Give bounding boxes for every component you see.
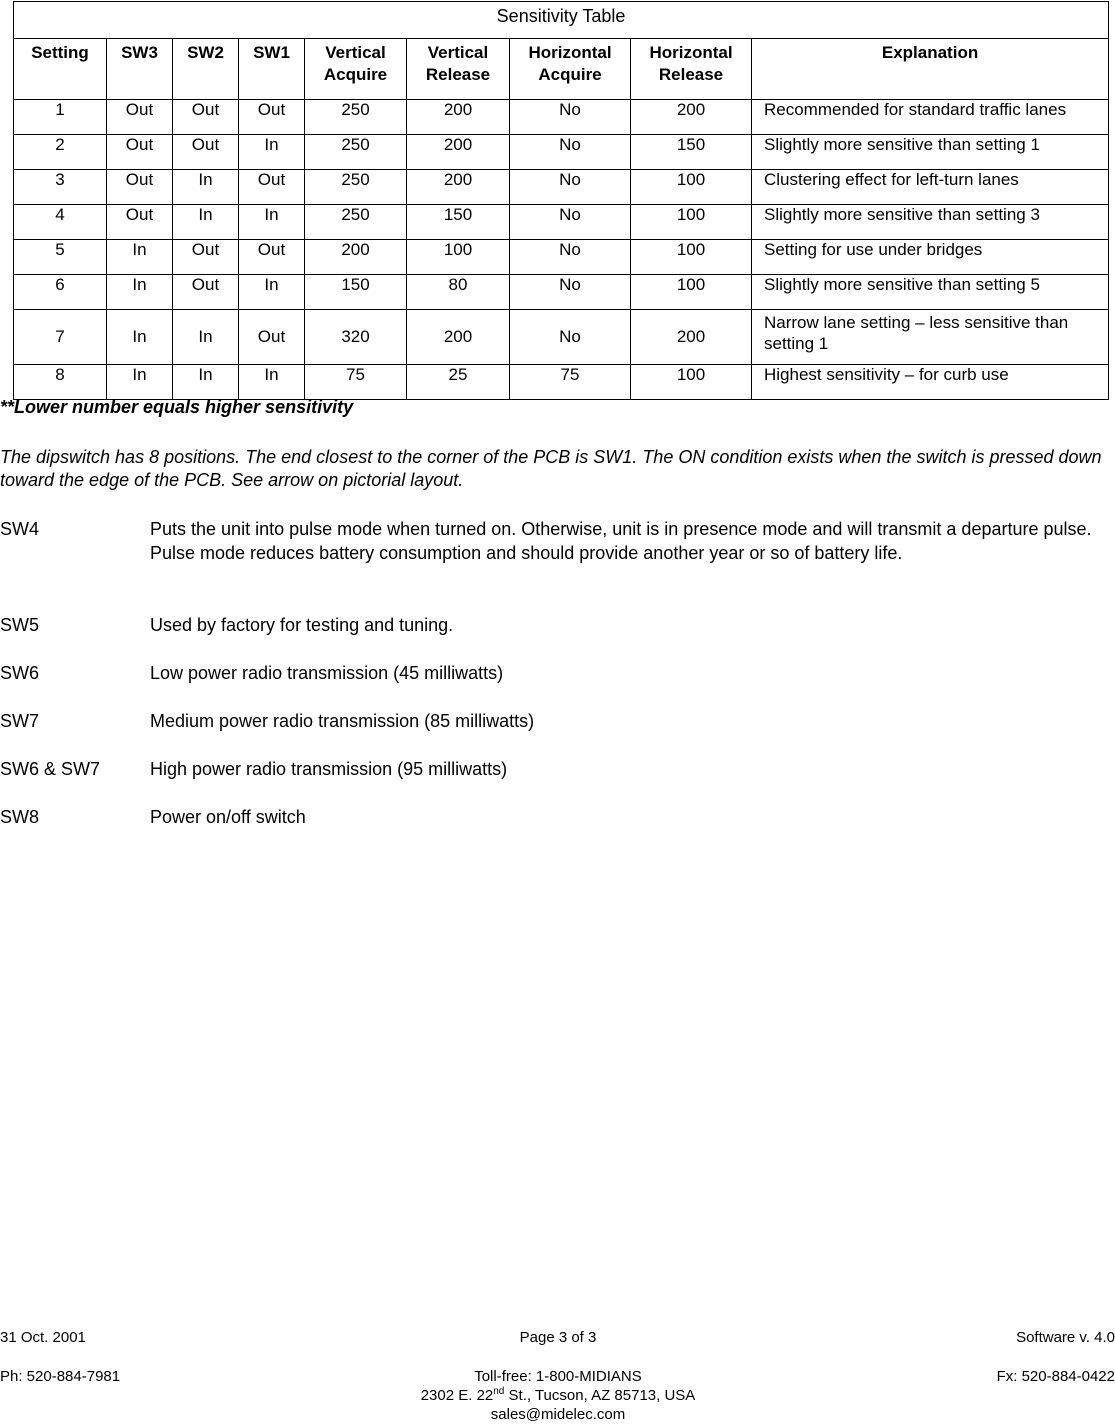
table-cell: 25 (407, 365, 510, 400)
switch-description: Power on/off switch (150, 807, 306, 827)
table-cell: In (239, 205, 305, 240)
column-header (239, 39, 305, 100)
table-cell: No (510, 135, 631, 170)
table-row (14, 170, 1109, 205)
column-header-line: SW2 (187, 43, 224, 62)
table-cell: No (510, 170, 631, 205)
column-header (631, 39, 752, 100)
table-row (14, 240, 1109, 275)
table-cell: In (173, 310, 239, 365)
table-cell: 100 (631, 275, 752, 310)
switch-label: SW8 (0, 807, 40, 827)
table-cell: Out (173, 100, 239, 135)
table-cell: 200 (407, 170, 510, 205)
table-cell: 75 (305, 365, 407, 400)
table-cell: Out (239, 170, 305, 205)
switch-label: SW5 (0, 615, 40, 635)
table-cell: 100 (631, 365, 752, 400)
table-cell: In (239, 365, 305, 400)
explanation-cell: Recommended for standard traffic lanes (752, 100, 1109, 135)
column-header-line: Explanation (881, 43, 979, 62)
table-cell: No (510, 100, 631, 135)
table-cell: 150 (305, 275, 407, 310)
table-cell: 6 (14, 275, 107, 310)
table-cell: No (510, 205, 631, 240)
switch-label: SW6 (0, 663, 40, 683)
table-cell: In (173, 205, 239, 240)
table-cell: In (239, 135, 305, 170)
table-cell: 150 (407, 205, 510, 240)
table-cell: 200 (631, 310, 752, 365)
column-header (752, 39, 1109, 100)
sensitivity-table (13, 1, 1109, 400)
footer-email: sales@midelec.com (490, 1406, 626, 1423)
table-cell: Out (173, 240, 239, 275)
table-header-row (14, 39, 1109, 100)
explanation-cell: Highest sensitivity – for curb use (752, 365, 1109, 400)
table-cell: 100 (631, 170, 752, 205)
table-cell: Out (239, 310, 305, 365)
table-cell: 150 (631, 135, 752, 170)
table-cell: Out (173, 275, 239, 310)
column-header-line: Vertical (325, 43, 386, 62)
table-cell: In (239, 275, 305, 310)
column-header (173, 39, 239, 100)
table-cell: 2 (14, 135, 107, 170)
column-header-line: Vertical (427, 43, 489, 62)
address-suffix: nd (493, 1386, 505, 1397)
switch-label: SW4 (0, 519, 40, 539)
footer-page: Page 3 of 3 (519, 1329, 597, 1346)
column-header-line: Acquire (323, 65, 388, 84)
column-header-line: Horizontal (528, 43, 612, 62)
table-cell: Out (107, 205, 173, 240)
table-cell: 5 (14, 240, 107, 275)
column-header-line: SW1 (253, 43, 290, 62)
explanation-cell: Slightly more sensitive than setting 5 (752, 275, 1109, 310)
table-cell: In (107, 365, 173, 400)
explanation-cell: Slightly more sensitive than setting 1 (752, 135, 1109, 170)
footer-fax: Fx: 520-884-0422 (996, 1368, 1115, 1385)
explanation-cell: Slightly more sensitive than setting 3 (752, 205, 1109, 240)
switch-description: Used by factory for testing and tuning. (150, 615, 454, 635)
table-cell: 250 (305, 100, 407, 135)
table-cell: 250 (305, 135, 407, 170)
switch-label: SW6 & SW7 (0, 759, 101, 779)
table-cell: Out (107, 170, 173, 205)
switch-description: High power radio transmission (95 milliwatts) (150, 759, 508, 779)
table-cell: 200 (631, 100, 752, 135)
explanation-cell: Narrow lane setting – less sensitive than setting 1 (752, 310, 1109, 365)
column-header (305, 39, 407, 100)
sensitivity-note: **Lower number equals higher sensitivity (0, 397, 354, 417)
switch-description: Low power radio transmission (45 milliwatts) (150, 663, 504, 683)
table-cell: 100 (407, 240, 510, 275)
table-cell: 100 (631, 240, 752, 275)
column-header-line: Release (658, 65, 724, 84)
column-header (407, 39, 510, 100)
table-row (14, 100, 1109, 135)
table-cell: 200 (407, 100, 510, 135)
table-cell: No (510, 310, 631, 365)
column-header-line: Acquire (538, 65, 602, 84)
switch-description: Puts the unit into pulse mode when turned on. Otherwise, unit is in presence mode and will transmit a departure pulse. Pulse mode reduces battery consumption and should provide another year or so of battery life. (150, 519, 1092, 563)
table-title: Sensitivity Table (14, 2, 1109, 39)
footer-date: 31 Oct. 2001 (0, 1329, 86, 1346)
table-cell: 8 (14, 365, 107, 400)
footer-software: Software v. 4.0 (1016, 1329, 1115, 1346)
address-street: 2302 E. 22 (420, 1387, 494, 1404)
table-cell: 250 (305, 205, 407, 240)
column-header-line: Horizontal (649, 43, 733, 62)
table-row (14, 365, 1109, 400)
dipswitch-paragraph: The dipswitch has 8 positions. The end closest to the corner of the PCB is SW1. The ON condition exists when the switch is pressed down toward the edge of the PCB. See arrow on pictorial layout. (0, 447, 1102, 490)
column-header (510, 39, 631, 100)
table-cell: 100 (631, 205, 752, 240)
explanation-cell: Clustering effect for left-turn lanes (752, 170, 1109, 205)
footer-phone: Ph: 520-884-7981 (0, 1368, 121, 1385)
table-cell: In (173, 365, 239, 400)
explanation-cell: Setting for use under bridges (752, 240, 1109, 275)
table-cell: 1 (14, 100, 107, 135)
table-cell: Out (173, 135, 239, 170)
table-cell: 75 (510, 365, 631, 400)
table-cell: No (510, 275, 631, 310)
address-city: St., Tucson, AZ 85713, USA (504, 1387, 696, 1404)
table-row (14, 205, 1109, 240)
table-cell: Out (107, 100, 173, 135)
footer-tollfree: Toll-free: 1-800-MIDIANS (474, 1368, 642, 1385)
column-header-line: Release (425, 65, 491, 84)
table-cell: 80 (407, 275, 510, 310)
table-cell: 250 (305, 170, 407, 205)
table-cell: 200 (305, 240, 407, 275)
table-cell: 320 (305, 310, 407, 365)
table-row (14, 310, 1109, 365)
table-cell: In (107, 310, 173, 365)
table-body (14, 100, 1109, 400)
table-cell: 200 (407, 310, 510, 365)
table-row (14, 135, 1109, 170)
switch-label: SW7 (0, 711, 40, 731)
table-cell: Out (239, 240, 305, 275)
table-cell: 3 (14, 170, 107, 205)
table-cell: Out (239, 100, 305, 135)
column-header (107, 39, 173, 100)
table-cell: Out (107, 135, 173, 170)
switch-description: Medium power radio transmission (85 milliwatts) (150, 711, 535, 731)
table-cell: 4 (14, 205, 107, 240)
column-header-line: Setting (31, 43, 89, 62)
table-cell: In (107, 275, 173, 310)
table-cell: 200 (407, 135, 510, 170)
table-cell: In (173, 170, 239, 205)
table-row (14, 275, 1109, 310)
column-header (14, 39, 107, 100)
table-cell: In (107, 240, 173, 275)
table-cell: 7 (14, 310, 107, 365)
column-header-line: SW3 (121, 43, 158, 62)
footer-address (358, 1386, 758, 1405)
table-cell: No (510, 240, 631, 275)
